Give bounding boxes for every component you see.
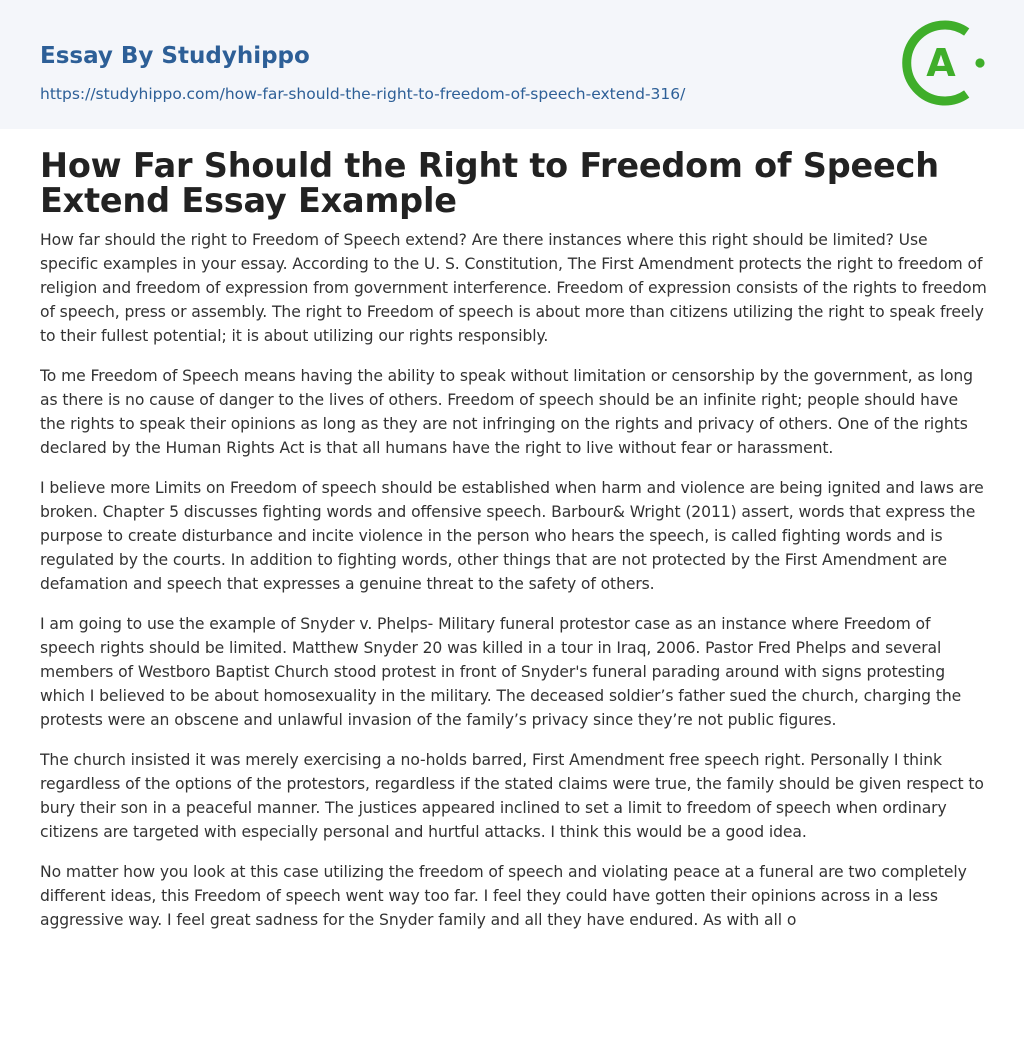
essay-paragraph: No matter how you look at this case utilizing the freedom of speech and violating peace at a funeral are two completely different ideas, this Freedom of speech went way too far. I feel they could have gotten their opinions across in a less aggressive way. I feel great sadness for the Snyder family and all they have endured. As with all o [40, 863, 967, 929]
essay-title: How Far Should the Right to Freedom of Speech Extend Essay Example [40, 146, 939, 220]
logo-ring-icon [897, 18, 987, 108]
essay-paragraph: How far should the right to Freedom of Speech extend? Are there instances where this right should be limited? Use specific examples in your essay. According to the U. S. Constitution, The First Amendment protects the right to freedom of religion and freedom of expression from government interference. Freedom of expression consists of the rights to freedom of speech, press or assembly. The right to Freedom of speech is about more than citizens utilizing the right to speak freely to their fullest potential; it is about utilizing our rights responsibly. [40, 231, 987, 345]
studyhippo-logo[interactable] [897, 18, 987, 108]
essay-paragraph: I believe more Limits on Freedom of speech should be established when harm and violence are being ignited and laws are broken. Chapter 5 discusses fighting words and offensive speech. Barbour& Wright (2011) assert, words that express the purpose to create disturbance and incite violence in the person who hears the speech, is called fighting words and is regulated by the courts. In addition to fighting words, other things that are not protected by the First Amendment are defamation and speech that expresses a genuine threat to the safety of others. [40, 479, 984, 593]
source-url-link[interactable]: https://studyhippo.com/how-far-should-the-right-to-freedom-of-speech-extend-316/ [40, 85, 686, 103]
page-header [0, 0, 1024, 129]
logo-letter: A [926, 41, 956, 85]
essay-paragraph: The church insisted it was merely exercising a no-holds barred, First Amendment free speech right. Personally I think regardless of the options of the protestors, regardless if the stated claims were true, the family should be given respect to bury their son in a peaceful manner. The justices appeared inclined to set a limit to freedom of speech when ordinary citizens are targeted with especially personal and hurtful attacks. I think this would be a good idea. [40, 751, 984, 841]
essay-paragraph: I am going to use the example of Snyder v. Phelps- Military funeral protestor case as an instance where Freedom of speech rights should be limited. Matthew Snyder 20 was killed in a tour in Iraq, 2006. Pastor Fred Phelps and several members of Westboro Baptist Church stood protest in front of Snyder's funeral parading around with signs protesting which I believed to be about homosexuality in the military. The deceased soldier’s father sued the church, charging the protests were an obscene and unlawful invasion of the family’s privacy since they’re not public figures. [40, 615, 962, 729]
essay-body [40, 228, 988, 1010]
essay-paragraph: To me Freedom of Speech means having the ability to speak without limitation or censorship by the government, as long as there is no cause of danger to the lives of others. Freedom of speech should be an infinite right; people should have the rights to speak their opinions as long as they are not infringing on the rights and privacy of others. One of the rights declared by the Human Rights Act is that all humans have the right to live without fear or harassment. [40, 367, 973, 457]
site-name[interactable]: Essay By Studyhippo [40, 43, 310, 69]
